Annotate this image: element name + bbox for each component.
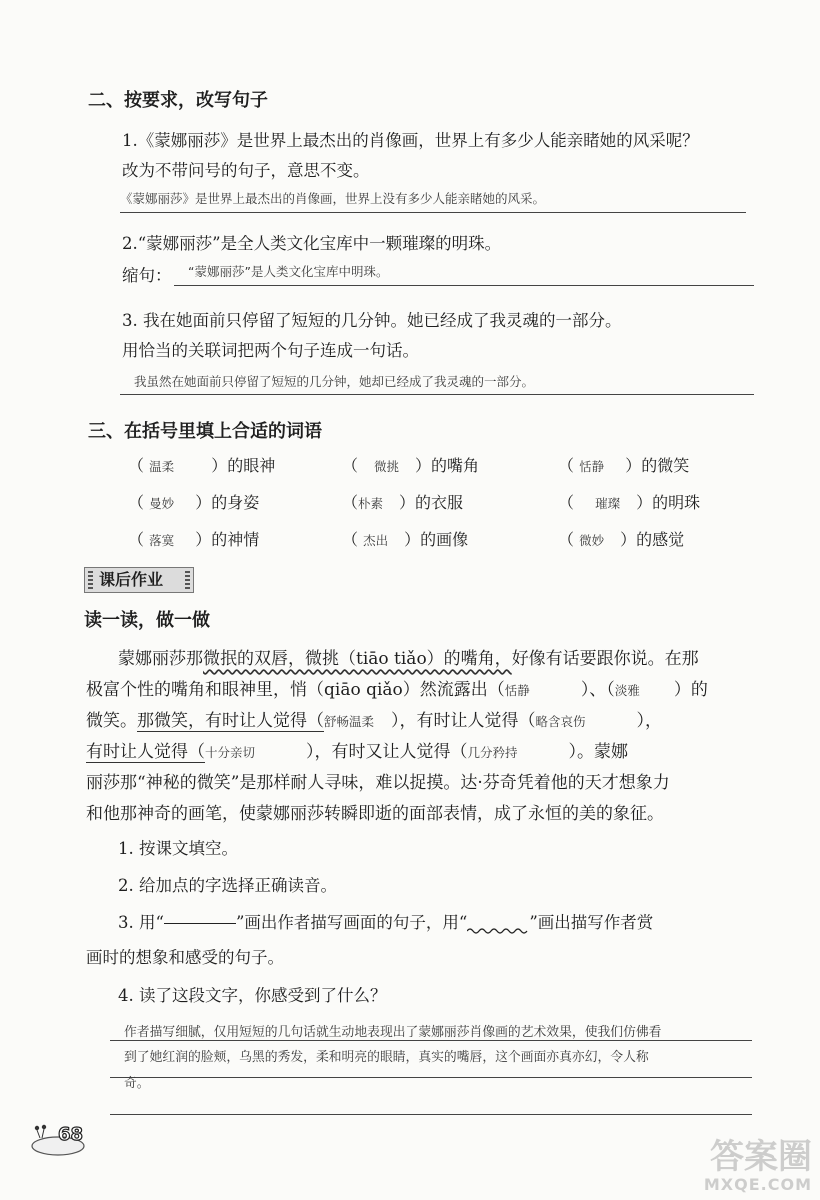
fill-item-r2c2: （朴素 ）的衣服 [342, 493, 464, 512]
hw-question-3-cont: 画时的想象和感受的句子。 [86, 948, 284, 967]
watermark [704, 1139, 812, 1194]
fill-item-r2c1: （ 曼妙 ）的身姿 [128, 493, 260, 512]
question-2-label: 缩句： [122, 266, 172, 285]
question-2-text: 2.“蒙娜丽莎”是全人类文化宝库中一颗璀璨的明珠。 [122, 234, 502, 253]
passage-line-5: 丽莎那“神秘的微笑”是那样耐人寻味，难以捉摸。达·芬奇凭着他的天才想象力 [86, 773, 670, 793]
fill-item-r3c1: （ 落寞 ）的神情 [128, 530, 260, 549]
passage-line-6: 和他那神奇的画笔，使蒙娜丽莎转瞬即逝的面部表情，成了永恒的美的象征。 [86, 804, 664, 824]
passage-line-3: 微笑。那微笑，有时让人觉得（舒畅温柔 ），有时让人觉得（略含哀伤 ）， [86, 711, 663, 731]
wavy-line-symbol [467, 920, 529, 928]
question-2-answer: “蒙娜丽莎”是人类文化宝库中明珠。 [188, 264, 389, 279]
passage-line-4: 有时让人觉得（十分亲切 ），有时又让人觉得（几分矜持 ）。蒙娜 [86, 742, 629, 762]
answer-line [110, 1114, 752, 1115]
question-3-text: 3. 我在她面前只停留了短短的几分钟。她已经成了我灵魂的一部分。 [122, 311, 622, 330]
hw-answer-4-line-1: 作者描写细腻，仅用短短的几句话就生动地表现出了蒙娜丽莎肖像画的艺术效果，使我们仿佛看 [124, 1025, 662, 1040]
question-1-text: 1.《蒙娜丽莎》是世界上最杰出的肖像画，世界上有多少人能亲睹她的风采呢？ [122, 131, 699, 150]
answer-line [120, 212, 746, 213]
hw-answer-4-line-2: 到了她红润的脸颊，乌黑的秀发，柔和明亮的眼睛，真实的嘴唇，这个画面亦真亦幻，令人称 [124, 1050, 649, 1065]
homework-banner: 课后作业 [84, 567, 194, 593]
question-3-answer: 我虽然在她面前只停留了短短的几分钟，她却已经成了我灵魂的一部分。 [134, 374, 535, 389]
hw-question-2: 2. 给加点的字选择正确读音。 [118, 876, 337, 895]
question-1-answer: 《蒙娜丽莎》是世界上最杰出的肖像画，世界上没有多少人能亲睹她的风采。 [120, 191, 546, 206]
question-1-instruction: 改为不带问号的句子，意思不变。 [122, 161, 370, 180]
section-heading-fill-words: 三、在括号里填上合适的词语 [88, 421, 322, 442]
answer-line [120, 394, 754, 395]
fill-item-r3c3: （ 微妙 ）的感觉 [558, 530, 685, 549]
page-number-badge [28, 1122, 90, 1156]
question-3-instruction: 用恰当的关联词把两个句子连成一句话。 [122, 341, 419, 360]
page-number: 68 [58, 1124, 84, 1145]
answer-line [110, 1040, 752, 1041]
fill-item-r1c2: （ 微挑 ）的嘴角 [342, 456, 480, 475]
watermark-logo: 答案圈 [710, 1137, 812, 1177]
homework-subtitle: 读一读，做一做 [84, 610, 210, 631]
fill-item-r1c1: （ 温柔 ）的眼神 [128, 456, 276, 475]
watermark-url: MXQE.COM [703, 1175, 812, 1194]
hw-question-4: 4. 读了这段文字，你感受到了什么？ [118, 986, 387, 1005]
fill-item-r1c3: （ 恬静 ）的微笑 [558, 456, 690, 475]
fill-item-r3c2: （ 杰出 ）的画像 [342, 530, 469, 549]
hw-question-3: 3. 用“ ”画出作者描写画面的句子，用“ ”画出描写作者赏 [118, 913, 654, 932]
hw-answer-4-line-3: 奇。 [124, 1076, 150, 1091]
answer-line [174, 285, 754, 286]
passage-line-1: 蒙娜丽莎那微抿的双唇，微挑（tiāo tiǎo）的嘴角，好像有话要跟你说。在那 [118, 649, 699, 669]
answer-line [110, 1077, 752, 1078]
hw-question-1: 1. 按课文填空。 [118, 839, 238, 858]
fill-item-r2c3: （ 璀璨 ）的明珠 [558, 493, 701, 512]
passage-line-2: 极富个性的嘴角和眼神里，悄（qiāo qiǎo）然流露出（恬静 ）、（淡雅 ）的 [86, 680, 708, 700]
section-heading-rewrite: 二、按要求，改写句子 [88, 90, 268, 111]
straight-line-symbol [164, 923, 236, 924]
